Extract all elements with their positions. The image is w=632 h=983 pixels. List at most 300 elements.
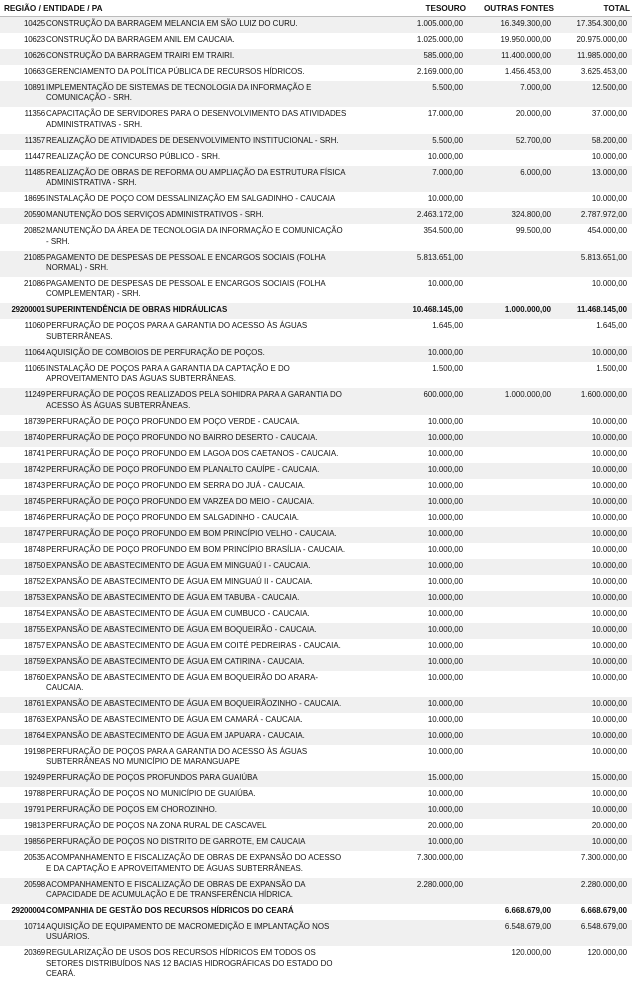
row-total: 2.280.000,00 xyxy=(580,879,627,889)
row-total: 10.000,00 xyxy=(591,512,627,522)
row-tesouro: 10.000,00 xyxy=(427,432,463,442)
row-outras-fontes xyxy=(463,699,551,713)
row-description: REALIZAÇÃO DE CONCURSO PÚBLICO - SRH. xyxy=(46,151,221,161)
table-row xyxy=(0,319,632,345)
row-total: 58.200,00 xyxy=(591,135,627,145)
row-total: 10.000,00 xyxy=(591,624,627,634)
row-outras-fontes: 11.400.000,00 xyxy=(501,51,551,60)
row-total: 6.548.679,00 xyxy=(580,922,627,932)
table-row xyxy=(0,134,632,150)
row-total: 6.668.679,00 xyxy=(580,906,627,916)
row-total: 10.000,00 xyxy=(591,672,627,682)
row-description: EXPANSÃO DE ABASTECIMENTO DE ÁGUA EM BOQUEIRÃO DO ARARA-CAUCAIA. xyxy=(46,672,318,692)
row-outras-fontes xyxy=(463,789,551,803)
row-total: 5.813.651,00 xyxy=(580,252,627,262)
row-total: 10.000,00 xyxy=(591,714,627,724)
row-outras-fontes: 7.000,00 xyxy=(520,83,551,92)
row-outras-fontes xyxy=(463,609,551,623)
table-row xyxy=(0,346,632,362)
row-description: PERFURAÇÃO DE POÇOS PARA A GARANTIA DO ACESSO ÀS ÁGUAS SUBTERRÂNEAS NO MUNICÍPIO DE MARANGUAPE xyxy=(46,746,308,767)
row-code: 11357 xyxy=(24,135,45,145)
row-code: 10663 xyxy=(24,67,45,76)
row-code: 20852 xyxy=(24,226,45,236)
row-total: 3.625.453,00 xyxy=(580,67,627,76)
table-row xyxy=(0,166,632,192)
row-total: 10.000,00 xyxy=(591,805,627,815)
row-description: EXPANSÃO DE ABASTECIMENTO DE ÁGUA EM CAMARÁ - CAUCAIA. xyxy=(46,714,303,724)
row-tesouro: 7.000,00 xyxy=(432,167,463,177)
row-tesouro: 2.463.172,00 xyxy=(416,210,463,220)
row-total: 17.354.300,00 xyxy=(576,19,627,28)
row-description: PERFURAÇÃO DE POÇO PROFUNDO EM PLANALTO CAUÍPE - CAUCAIA. xyxy=(46,464,320,474)
row-tesouro: 354.500,00 xyxy=(423,226,463,236)
row-outras-fontes xyxy=(463,747,551,771)
row-total: 10.000,00 xyxy=(591,151,627,161)
row-total: 10.000,00 xyxy=(591,528,627,538)
row-total: 10.000,00 xyxy=(591,278,627,288)
row-outras-fontes xyxy=(463,673,551,697)
row-total: 10.000,00 xyxy=(591,608,627,618)
row-tesouro: 10.000,00 xyxy=(427,714,463,724)
row-code: 18759 xyxy=(24,656,45,666)
row-total: 10.000,00 xyxy=(591,730,627,740)
row-description: ACOMPANHAMENTO E FISCALIZAÇÃO DE OBRAS DE EXPANSÃO DO ACESSO E DA CAPTAÇÃO E APROVEITAMENTO DE ÁGUAS SUBTERRÂNEAS. xyxy=(46,853,342,873)
table-row xyxy=(0,362,632,388)
row-total: 10.000,00 xyxy=(591,347,627,357)
row-description: EXPANSÃO DE ABASTECIMENTO DE ÁGUA EM MINGUAÚ I - CAUCAIA. xyxy=(46,560,311,570)
row-outras-fontes xyxy=(463,853,551,877)
row-code: 10891 xyxy=(24,83,45,92)
row-total: 10.000,00 xyxy=(591,576,627,586)
row-code: 11249 xyxy=(24,390,45,400)
row-description: CONSTRUÇÃO DA BARRAGEM ANIL EM CAUCAIA. xyxy=(46,35,235,44)
row-description: ACOMPANHAMENTO E FISCALIZAÇÃO DE OBRAS DE EXPANSÃO DA CAPACIDADE DE ACUMULAÇÃO E DE TRANSFERÊNCIA HÍDRICA. xyxy=(46,879,306,900)
row-total: 13.000,00 xyxy=(591,167,627,177)
row-description: EXPANSÃO DE ABASTECIMENTO DE ÁGUA EM BOQUEIRÃOZINHO - CAUCAIA. xyxy=(46,698,342,708)
table-row xyxy=(0,17,632,33)
row-outras-fontes xyxy=(463,715,551,729)
row-tesouro: 10.000,00 xyxy=(427,730,463,740)
table-row xyxy=(0,819,632,835)
row-tesouro: 10.000,00 xyxy=(427,640,463,650)
row-code: 11060 xyxy=(24,321,45,331)
row-total: 11.985.000,00 xyxy=(577,51,627,60)
row-outras-fontes xyxy=(463,837,551,851)
row-description: EXPANSÃO DE ABASTECIMENTO DE ÁGUA EM TABUBA - CAUCAIA. xyxy=(46,592,300,602)
row-outras-fontes xyxy=(463,545,551,559)
row-tesouro xyxy=(347,922,463,946)
row-total: 2.787.972,00 xyxy=(580,210,627,220)
row-total: 10.000,00 xyxy=(591,544,627,554)
row-code: 11065 xyxy=(24,363,45,373)
row-outras-fontes: 16.349.300,00 xyxy=(500,19,551,28)
row-code: 18752 xyxy=(24,576,45,586)
table-row xyxy=(0,607,632,623)
row-outras-fontes xyxy=(463,152,551,166)
row-total: 7.300.000,00 xyxy=(580,853,627,863)
row-total: 10.000,00 xyxy=(591,789,627,799)
row-code: 18764 xyxy=(24,730,45,740)
table-row xyxy=(0,495,632,511)
table-row xyxy=(0,671,632,697)
table-row xyxy=(0,729,632,745)
row-total: 10.000,00 xyxy=(591,837,627,847)
row-outras-fontes xyxy=(463,364,551,388)
row-description: GERENCIAMENTO DA POLÍTICA PÚBLICA DE RECURSOS HÍDRICOS. xyxy=(46,67,305,76)
row-total: 1.600.000,00 xyxy=(580,390,627,400)
header-total: TOTAL xyxy=(603,3,630,13)
row-tesouro: 1.645,00 xyxy=(432,321,463,331)
row-description: EXPANSÃO DE ABASTECIMENTO DE ÁGUA EM COITÉ PEDREIRAS - CAUCAIA. xyxy=(46,640,341,650)
row-tesouro: 2.280.000,00 xyxy=(416,879,463,889)
row-tesouro: 1.005.000,00 xyxy=(416,19,463,28)
row-outras-fontes xyxy=(463,449,551,463)
row-description: PERFURAÇÃO DE POÇO PROFUNDO NO BAIRRO DESERTO - CAUCAIA. xyxy=(46,432,318,442)
row-code: 10714 xyxy=(24,922,45,932)
row-total: 10.000,00 xyxy=(591,480,627,490)
table-row xyxy=(0,49,632,65)
row-total: 12.500,00 xyxy=(591,83,627,92)
row-description: PAGAMENTO DE DESPESAS DE PESSOAL E ENCARGOS SOCIAIS (FOLHA NORMAL) - SRH. xyxy=(46,252,326,272)
row-tesouro: 10.000,00 xyxy=(427,347,463,357)
table-row xyxy=(0,655,632,671)
table-row xyxy=(0,447,632,463)
row-description: PERFURAÇÃO DE POÇOS EM CHOROZINHO. xyxy=(46,805,217,815)
row-description: CONSTRUÇÃO DA BARRAGEM MELANCIA EM SÃO LUIZ DO CURU. xyxy=(46,19,298,28)
row-code: 29200004 xyxy=(11,906,45,916)
row-description: PERFURAÇÃO DE POÇOS NO DISTRITO DE GARROTE, EM CAUCAIA xyxy=(46,837,306,847)
row-code: 20369 xyxy=(24,948,45,958)
row-code: 18763 xyxy=(24,714,45,724)
row-tesouro: 10.000,00 xyxy=(427,608,463,618)
table-row xyxy=(0,920,632,946)
row-tesouro: 10.000,00 xyxy=(427,698,463,708)
row-tesouro: 10.000,00 xyxy=(427,496,463,506)
row-code: 19813 xyxy=(24,821,45,831)
row-description: PERFURAÇÃO DE POÇO PROFUNDO EM POÇO VERDE - CAUCAIA. xyxy=(46,416,300,426)
row-code: 19788 xyxy=(24,789,45,799)
row-tesouro: 15.000,00 xyxy=(427,773,463,783)
row-tesouro: 10.000,00 xyxy=(427,789,463,799)
table-row xyxy=(0,388,632,414)
row-code: 10623 xyxy=(24,35,45,44)
header-regiao: REGIÃO / ENTIDADE / PA xyxy=(4,3,103,13)
row-code: 18753 xyxy=(24,592,45,602)
row-tesouro: 10.000,00 xyxy=(427,151,463,161)
row-total: 10.000,00 xyxy=(591,432,627,442)
row-tesouro: 10.000,00 xyxy=(427,656,463,666)
row-tesouro: 10.000,00 xyxy=(427,448,463,458)
row-outras-fontes xyxy=(463,348,551,362)
row-code: 11356 xyxy=(24,109,45,119)
row-tesouro: 10.000,00 xyxy=(427,544,463,554)
row-outras-fontes xyxy=(463,465,551,479)
row-outras-fontes xyxy=(463,497,551,511)
row-code: 19249 xyxy=(24,773,45,783)
table-row xyxy=(0,745,632,771)
row-description: EXPANSÃO DE ABASTECIMENTO DE ÁGUA EM JAPUARA - CAUCAIA. xyxy=(46,730,305,740)
table-row xyxy=(0,835,632,851)
row-outras-fontes xyxy=(463,657,551,671)
row-outras-fontes xyxy=(463,513,551,527)
row-code: 18750 xyxy=(24,560,45,570)
row-code: 11447 xyxy=(24,151,45,161)
row-total: 37.000,00 xyxy=(591,109,627,119)
row-description: EXPANSÃO DE ABASTECIMENTO DE ÁGUA EM MINGUAÚ II - CAUCAIA. xyxy=(46,576,313,586)
row-description: EXPANSÃO DE ABASTECIMENTO DE ÁGUA EM CATIRINA - CAUCAIA. xyxy=(46,656,305,666)
row-total: 15.000,00 xyxy=(591,773,627,783)
row-tesouro: 10.000,00 xyxy=(427,480,463,490)
table-row xyxy=(0,192,632,208)
row-description: PERFURAÇÃO DE POÇOS NO MUNICÍPIO DE GUAIÚBA. xyxy=(46,789,256,799)
row-outras-fontes xyxy=(463,641,551,655)
row-tesouro: 10.000,00 xyxy=(427,464,463,474)
row-outras-fontes xyxy=(463,805,551,819)
row-total: 10.000,00 xyxy=(591,640,627,650)
row-code: 19856 xyxy=(24,837,45,847)
row-outras-fontes xyxy=(463,593,551,607)
row-code: 10626 xyxy=(24,51,45,60)
row-total: 10.000,00 xyxy=(591,448,627,458)
header-outras-fontes: OUTRAS FONTES xyxy=(483,3,554,13)
row-total: 10.000,00 xyxy=(591,746,627,756)
table-row xyxy=(0,511,632,527)
table-row xyxy=(0,559,632,575)
table-row xyxy=(0,623,632,639)
row-outras-fontes xyxy=(463,321,551,345)
row-code: 18754 xyxy=(24,608,45,618)
table-row xyxy=(0,591,632,607)
table-row xyxy=(0,878,632,904)
row-code: 20535 xyxy=(24,853,45,863)
row-code: 21086 xyxy=(24,278,45,288)
header-tesouro: TESOURO xyxy=(425,3,466,13)
row-description: MANUTENÇÃO DA ÁREA DE TECNOLOGIA DA INFORMAÇÃO E COMUNICAÇÃO - SRH. xyxy=(46,226,343,246)
row-tesouro: 5.500,00 xyxy=(432,83,463,92)
row-code: 19791 xyxy=(24,805,45,815)
table-row xyxy=(0,543,632,559)
row-code: 29200001 xyxy=(11,305,45,315)
table-row xyxy=(0,431,632,447)
row-outras-fontes xyxy=(463,279,551,303)
row-tesouro: 10.000,00 xyxy=(427,576,463,586)
row-tesouro: 10.000,00 xyxy=(427,672,463,682)
row-code: 18743 xyxy=(24,480,45,490)
row-tesouro: 600.000,00 xyxy=(423,390,463,400)
row-outras-fontes: 324.800,00 xyxy=(511,210,551,220)
row-outras-fontes xyxy=(463,417,551,431)
row-description: PERFURAÇÃO DE POÇOS NA ZONA RURAL DE CASCAVEL xyxy=(46,821,267,831)
row-code: 18741 xyxy=(24,448,45,458)
table-row xyxy=(0,639,632,655)
table-body xyxy=(0,17,632,983)
row-tesouro: 1.500,00 xyxy=(432,363,463,373)
row-description: PERFURAÇÃO DE POÇOS REALIZADOS PELA SOHIDRA PARA A GARANTIA DO ACESSO ÀS ÁGUAS SUBTERRÂNEAS. xyxy=(46,390,342,410)
row-total: 120.000,00 xyxy=(587,948,627,958)
row-description: CAPACITAÇÃO DE SERVIDORES PARA O DESENVOLVIMENTO DAS ATIVIDADES ADMINISTRATIVAS - SRH. xyxy=(46,109,347,129)
row-outras-fontes: 1.000.000,00 xyxy=(504,390,551,400)
row-outras-fontes xyxy=(463,481,551,495)
row-description: AQUISIÇÃO DE EQUIPAMENTO DE MACROMEDIÇÃO E IMPLANTAÇÃO NOS USUÁRIOS. xyxy=(46,922,330,942)
row-outras-fontes: 1.456.453,00 xyxy=(504,67,551,76)
row-description: PERFURAÇÃO DE POÇO PROFUNDO EM BOM PRINCÍPIO VELHO - CAUCAIA. xyxy=(46,528,337,538)
row-code: 20598 xyxy=(24,879,45,889)
row-description: PAGAMENTO DE DESPESAS DE PESSOAL E ENCARGOS SOCIAIS (FOLHA COMPLEMENTAR) - SRH. xyxy=(46,278,326,299)
row-description: PERFURAÇÃO DE POÇO PROFUNDO EM SERRA DO JUÁ - CAUCAIA. xyxy=(46,480,306,490)
row-tesouro: 10.000,00 xyxy=(427,837,463,847)
row-code: 18757 xyxy=(24,640,45,650)
row-total: 10.000,00 xyxy=(591,496,627,506)
row-tesouro: 10.000,00 xyxy=(427,528,463,538)
row-total: 1.500,00 xyxy=(596,363,627,373)
row-outras-fontes: 1.000.000,00 xyxy=(504,305,551,315)
row-description: PERFURAÇÃO DE POÇO PROFUNDO EM SALGADINHO - CAUCAIA. xyxy=(46,512,299,522)
table-row xyxy=(0,463,632,479)
table-header xyxy=(0,0,632,17)
table-row xyxy=(0,479,632,495)
row-tesouro: 10.000,00 xyxy=(427,624,463,634)
table-row xyxy=(0,277,632,303)
row-code: 18695 xyxy=(24,194,45,204)
table-row xyxy=(0,415,632,431)
row-code: 18746 xyxy=(24,512,45,522)
table-row xyxy=(0,771,632,787)
row-outras-fontes: 52.700,00 xyxy=(515,135,551,145)
entity-row xyxy=(0,904,632,920)
row-code: 18745 xyxy=(24,496,45,506)
table-row xyxy=(0,150,632,166)
row-description: EXPANSÃO DE ABASTECIMENTO DE ÁGUA EM CUMBUCO - CAUCAIA. xyxy=(46,608,310,618)
row-tesouro: 10.000,00 xyxy=(427,416,463,426)
row-outras-fontes xyxy=(463,880,551,904)
row-code: 21085 xyxy=(24,252,45,262)
row-tesouro: 10.000,00 xyxy=(427,560,463,570)
row-outras-fontes xyxy=(463,194,551,208)
row-total: 10.000,00 xyxy=(591,416,627,426)
row-tesouro: 10.000,00 xyxy=(427,512,463,522)
row-description: SUPERINTENDÊNCIA DE OBRAS HIDRÁULICAS xyxy=(46,305,228,315)
row-outras-fontes xyxy=(463,561,551,575)
row-tesouro: 10.000,00 xyxy=(427,194,463,204)
row-outras-fontes xyxy=(463,253,551,277)
table-row xyxy=(0,224,632,250)
row-description: PERFURAÇÃO DE POÇO PROFUNDO EM LAGOA DOS CAETANOS - CAUCAIA. xyxy=(46,448,339,458)
entity-row xyxy=(0,303,632,319)
row-outras-fontes: 6.668.679,00 xyxy=(504,906,551,916)
row-tesouro: 585.000,00 xyxy=(423,51,463,60)
table-row xyxy=(0,946,632,983)
row-code: 11064 xyxy=(24,347,45,357)
row-outras-fontes xyxy=(463,577,551,591)
table-row xyxy=(0,697,632,713)
table-row xyxy=(0,33,632,49)
row-total: 10.000,00 xyxy=(591,656,627,666)
row-outras-fontes: 99.500,00 xyxy=(515,226,551,236)
row-outras-fontes xyxy=(463,433,551,447)
row-description: COMPANHIA DE GESTÃO DOS RECURSOS HÍDRICOS DO CEARÁ xyxy=(46,906,294,916)
row-tesouro: 10.000,00 xyxy=(427,746,463,756)
row-description: REALIZAÇÃO DE OBRAS DE REFORMA OU AMPLIAÇÃO DA ESTRUTURA FÍSICA ADMINISTRATIVA - SRH. xyxy=(46,167,346,188)
row-code: 10425 xyxy=(24,19,45,28)
row-tesouro: 10.000,00 xyxy=(427,278,463,288)
row-outras-fontes xyxy=(463,821,551,835)
row-code: 18739 xyxy=(24,416,45,426)
row-outras-fontes xyxy=(463,625,551,639)
row-description: INSTALAÇÃO DE POÇOS PARA A GARANTIA DA CAPTAÇÃO E DO APROVEITAMENTO DAS ÁGUAS SUBTERRÂNEAS. xyxy=(46,363,290,384)
row-description: AQUISIÇÃO DE COMBOIOS DE PERFURAÇÃO DE POÇOS. xyxy=(46,347,265,357)
row-description: PERFURAÇÃO DE POÇOS PARA A GARANTIA DO ACESSO ÀS ÁGUAS SUBTERRÂNEAS. xyxy=(46,321,308,341)
table-row xyxy=(0,81,632,107)
table-row xyxy=(0,787,632,803)
row-outras-fontes: 120.000,00 xyxy=(511,948,551,958)
row-tesouro: 5.813.651,00 xyxy=(416,252,463,262)
row-total: 10.000,00 xyxy=(591,194,627,204)
row-tesouro: 10.000,00 xyxy=(427,592,463,602)
row-description: IMPLEMENTAÇÃO DE SISTEMAS DE TECNOLOGIA DA INFORMAÇÃO E COMUNICAÇÃO - SRH. xyxy=(46,83,312,103)
row-total: 10.000,00 xyxy=(591,464,627,474)
row-tesouro: 5.500,00 xyxy=(432,135,463,145)
row-total: 10.000,00 xyxy=(591,698,627,708)
row-total: 20.975.000,00 xyxy=(576,35,627,44)
row-description: REALIZAÇÃO DE ATIVIDADES DE DESENVOLVIMENTO INSTITUCIONAL - SRH. xyxy=(46,135,339,145)
row-tesouro: 1.025.000,00 xyxy=(416,35,463,44)
row-outras-fontes: 20.000,00 xyxy=(515,109,551,119)
row-outras-fontes xyxy=(463,731,551,745)
row-description: INSTALAÇÃO DE POÇO COM DESSALINIZAÇÃO EM SALGADINHO - CAUCAIA xyxy=(46,194,336,204)
row-code: 20590 xyxy=(24,210,45,220)
row-tesouro xyxy=(347,948,463,983)
row-code: 11485 xyxy=(24,167,45,177)
row-outras-fontes: 19.950.000,00 xyxy=(500,35,551,44)
row-total: 10.000,00 xyxy=(591,592,627,602)
row-total: 10.000,00 xyxy=(591,560,627,570)
row-tesouro: 17.000,00 xyxy=(427,109,463,119)
row-description: EXPANSÃO DE ABASTECIMENTO DE ÁGUA EM BOQUEIRÃO - CAUCAIA. xyxy=(46,624,317,634)
table-row xyxy=(0,851,632,877)
row-outras-fontes xyxy=(463,529,551,543)
row-code: 18760 xyxy=(24,672,45,682)
row-code: 18748 xyxy=(24,544,45,554)
row-tesouro: 2.169.000,00 xyxy=(416,67,463,76)
row-tesouro: 10.468.145,00 xyxy=(412,305,463,315)
row-code: 18761 xyxy=(24,698,45,708)
row-description: CONSTRUÇÃO DA BARRAGEM TRAIRI EM TRAIRI. xyxy=(46,51,235,60)
row-tesouro: 20.000,00 xyxy=(427,821,463,831)
row-outras-fontes: 6.000,00 xyxy=(520,167,551,177)
row-description: PERFURAÇÃO DE POÇO PROFUNDO EM VARZEA DO MEIO - CAUCAIA. xyxy=(46,496,315,506)
row-tesouro xyxy=(347,906,463,920)
row-description: REGULARIZAÇÃO DE USOS DOS RECURSOS HÍDRICOS EM TODOS OS SETORES DISTRIBUÍDOS NAS 12 BACIAS HIDROGRÁFICAS DO ESTADO DO CEARÁ. xyxy=(46,948,333,979)
row-outras-fontes: 6.548.679,00 xyxy=(504,922,551,932)
table-row xyxy=(0,65,632,81)
table-row xyxy=(0,713,632,729)
row-code: 18747 xyxy=(24,528,45,538)
table-row xyxy=(0,803,632,819)
row-code: 18755 xyxy=(24,624,45,634)
table-row xyxy=(0,208,632,224)
row-outras-fontes xyxy=(463,773,551,787)
row-tesouro: 7.300.000,00 xyxy=(416,853,463,863)
row-code: 19198 xyxy=(24,746,45,756)
row-total: 20.000,00 xyxy=(591,821,627,831)
table-row xyxy=(0,575,632,591)
row-total: 1.645,00 xyxy=(596,321,627,331)
table-row xyxy=(0,107,632,133)
row-code: 18742 xyxy=(24,464,45,474)
row-description: PERFURAÇÃO DE POÇO PROFUNDO EM BOM PRINCÍPIO BRASÍLIA - CAUCAIA. xyxy=(46,544,346,554)
table-row xyxy=(0,527,632,543)
row-total: 11.468.145,00 xyxy=(576,305,627,315)
